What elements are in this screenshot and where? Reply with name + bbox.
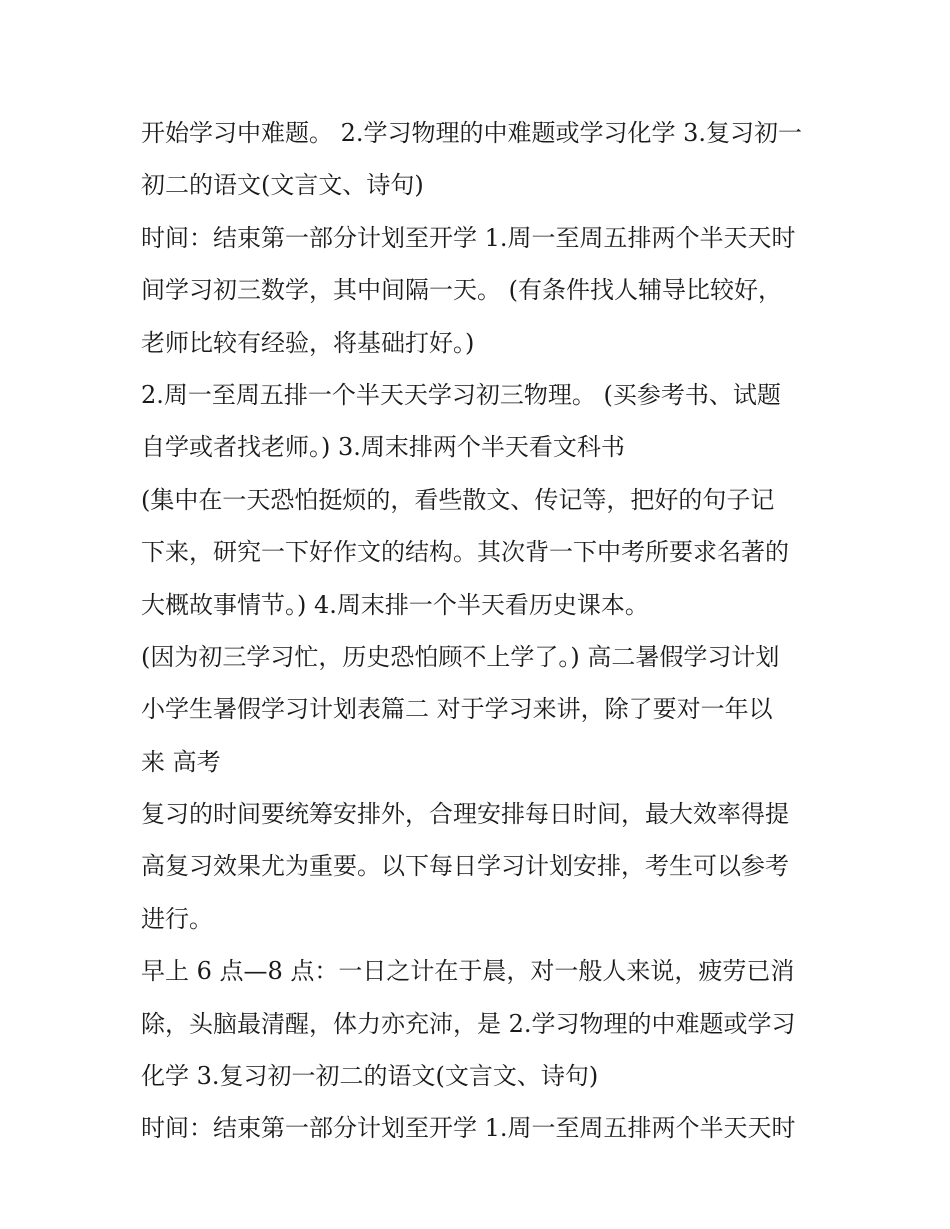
text-line: 2.周一至周五排一个半天天学习初三物理。 (买参考书、试题 — [141, 380, 781, 409]
text-line: 时间：结束第一部分计划至开学 1.周一至周五排两个半天天时 — [141, 223, 796, 252]
text-line: (集中在一天恐怕挺烦的，看些散文、传记等，把好的句子记 — [141, 485, 775, 514]
text-line: 复习的时间要统筹安排外，合理安排每日时间，最大效率得提 — [141, 800, 789, 829]
text-line: 大概故事情节。) 4.周末排一个半天看历史课本。 — [141, 590, 649, 619]
text-line: 高复习效果尤为重要。以下每日学习计划安排，考生可以参考 — [141, 852, 789, 881]
text-line: (因为初三学习忙，历史恐怕顾不上学了。) 高二暑假学习计划 — [141, 642, 780, 671]
text-line: 开始学习中难题。 2.学习物理的中难题或学习化学 3.复习初一 — [141, 119, 803, 147]
text-line: 初二的语文(文言文、诗句) — [141, 171, 424, 200]
text-line: 间学习初三数学，其中间隔一天。 (有条件找人辅导比较好， — [141, 276, 782, 305]
text-line: 来 高考 — [141, 747, 221, 776]
text-line: 除，头脑最清醒，体力亦充沛，是 2.学习物理的中难题或学习 — [141, 1009, 796, 1038]
text-line: 进行。 — [141, 904, 213, 933]
text-line: 老师比较有经验，将基础打好。) — [141, 328, 475, 357]
text-line: 小学生暑假学习计划表篇二 对于学习来讲，除了要对一年以 — [141, 695, 773, 724]
document-body — [141, 107, 831, 1155]
text-line: 自学或者找老师。) 3.周末排两个半天看文科书 — [141, 433, 625, 462]
text-line: 下来，研究一下好作文的结构。其次背一下中考所要求名著的 — [141, 538, 789, 567]
text-line: 化学 3.复习初一初二的语文(文言文、诗句) — [141, 1062, 599, 1091]
text-line: 早上 6 点—8 点：一日之计在于晨，对一般人来说，疲劳已消 — [141, 957, 795, 986]
text-line: 时间：结束第一部分计划至开学 1.周一至周五排两个半天天时 — [141, 1114, 796, 1143]
